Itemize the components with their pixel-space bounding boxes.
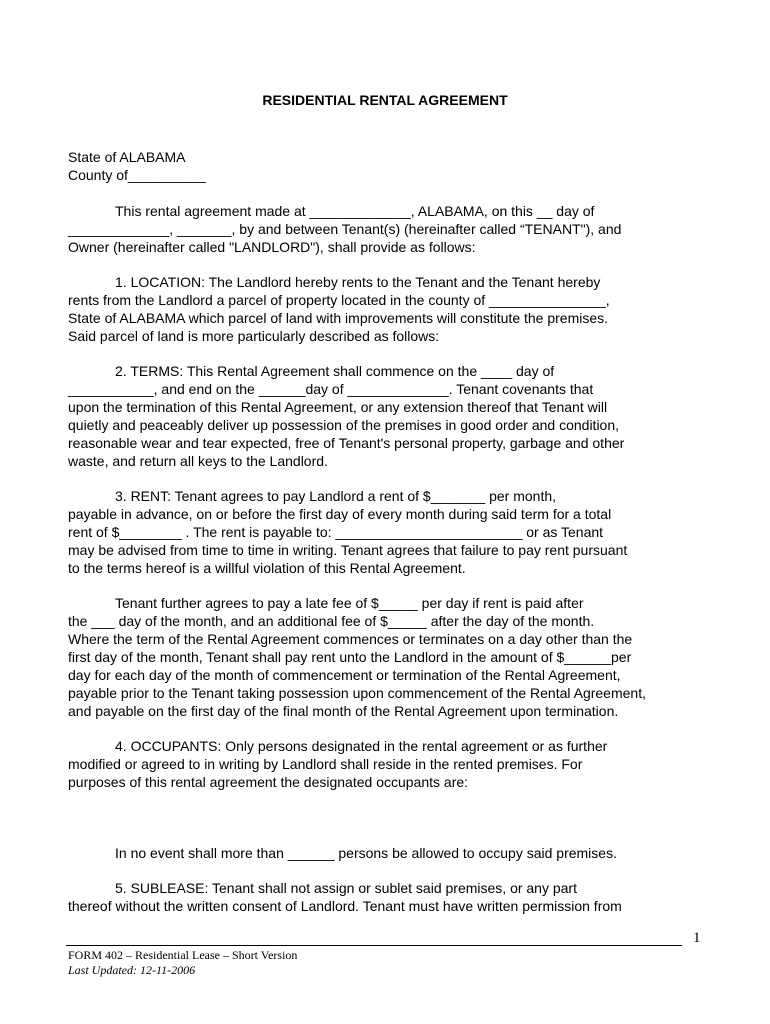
state-line: State of ALABAMA [68, 149, 186, 165]
paragraph-line: to the terms hereof is a willful violation of this Rental Agreement. [68, 560, 466, 576]
paragraph-line: may be advised from time to time in writing. Tenant agrees that failure to pay rent pursuant [68, 542, 628, 558]
page-number: 1 [693, 930, 701, 946]
paragraph-line: day for each day of the month of commencement or termination of the Rental Agreement, [68, 667, 621, 683]
paragraph-line: upon the termination of this Rental Agreement, or any extension thereof that Tenant will [68, 399, 608, 415]
paragraph-line: payable prior to the Tenant taking possession upon commencement of the Rental Agreement, [68, 685, 646, 701]
paragraph-line: State of ALABAMA which parcel of land with improvements will constitute the premises. [68, 310, 609, 326]
paragraph-line: Owner (hereinafter called "LANDLORD"), shall provide as follows: [68, 239, 476, 255]
paragraph-line: Said parcel of land is more particularly described as follows: [68, 328, 440, 344]
paragraph-line: the ___ day of the month, and an additional fee of $_____ after the day of the month. [68, 613, 595, 629]
paragraph-line: ___________, and end on the ______day of _____________. Tenant covenants that [68, 381, 594, 397]
paragraph-line: waste, and return all keys to the Landlord. [68, 453, 328, 469]
paragraph-line: Where the term of the Rental Agreement commences or terminates on a day other than the [68, 631, 633, 647]
paragraph-line: 4. OCCUPANTS: Only persons designated in the rental agreement or as further [115, 738, 608, 754]
footer-form-label: FORM 402 – Residential Lease – Short Version [68, 948, 298, 962]
max-persons-line: In no event shall more than ______ persons be allowed to occupy said premises. [115, 845, 617, 861]
paragraph-line: quietly and peaceably deliver up possession of the premises in good order and condition, [68, 417, 620, 433]
paragraph-line: and payable on the first day of the final month of the Rental Agreement upon termination. [68, 703, 619, 719]
paragraph-line: purposes of this rental agreement the designated occupants are: [68, 774, 469, 790]
paragraph-line: rent of $________ . The rent is payable to: ________________________ or as Tenant [68, 524, 604, 540]
footer-divider [66, 945, 682, 946]
paragraph-line: Tenant further agrees to pay a late fee of $_____ per day if rent is paid after [115, 595, 584, 611]
paragraph-line: modified or agreed to in writing by Landlord shall reside in the rented premises. For [68, 756, 583, 772]
paragraph-line: 1. LOCATION: The Landlord hereby rents to the Tenant and the Tenant hereby [115, 274, 601, 290]
county-line: County of__________ [68, 167, 206, 183]
paragraph-line: 3. RENT: Tenant agrees to pay Landlord a rent of $_______ per month, [115, 488, 557, 504]
paragraph-line: 2. TERMS: This Rental Agreement shall commence on the ____ day of [115, 363, 555, 379]
paragraph-line: first day of the month, Tenant shall pay rent unto the Landlord in the amount of $______per [68, 649, 632, 665]
paragraph-line: 5. SUBLEASE: Tenant shall not assign or sublet said premises, or any part [115, 880, 577, 896]
paragraph-line: payable in advance, on or before the first day of every month during said term for a total [68, 506, 612, 522]
paragraph-line: reasonable wear and tear expected, free of Tenant's personal property, garbage and other [68, 435, 625, 451]
document-title: RESIDENTIAL RENTAL AGREEMENT [262, 92, 508, 108]
footer-last-updated: Last Updated: 12-11-2006 [68, 963, 196, 977]
paragraph-line: thereof without the written consent of Landlord. Tenant must have written permission from [68, 898, 622, 914]
paragraph-line: _____________, _______, by and between Tenant(s) (hereinafter called “TENANT"), and [68, 221, 622, 237]
paragraph-line: rents from the Landlord a parcel of property located in the county of _______________, [68, 292, 610, 308]
paragraph-line: This rental agreement made at _____________, ALABAMA, on this __ day of [115, 203, 595, 219]
